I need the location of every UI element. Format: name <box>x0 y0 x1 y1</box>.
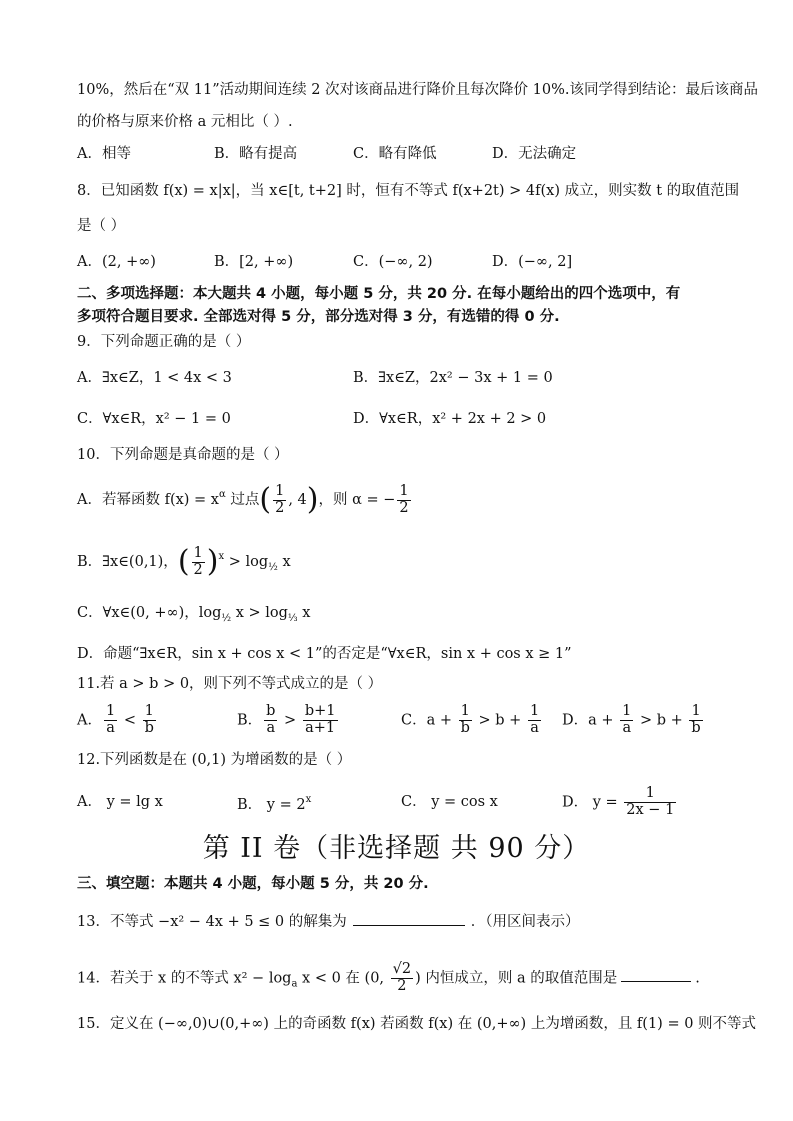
q11-option-c <box>401 704 543 737</box>
q12-b-text: B． y = 2 <box>237 797 306 813</box>
q11-d-frac2-num: 1 <box>689 704 702 721</box>
q11-a-label: A． <box>77 712 102 729</box>
q9-option-b: B．∃x∈Z，2x² − 3x + 1 = 0 <box>353 370 553 386</box>
part2-title: 第 II 卷（非选择题 共 90 分） <box>202 833 591 864</box>
q10-b-right-paren: ) <box>206 544 219 579</box>
q11-d-pre: a + <box>588 712 619 729</box>
q11-a-frac2-num: 1 <box>143 704 156 721</box>
section2-heading-line1: 二、多项选择题：本大题共 4 小题，每小题 5 分，共 20 分. 在每小题给出的四个选项中，有 <box>77 286 681 302</box>
q10-a-exponent: α <box>218 489 226 500</box>
q11-c-frac2-den: a <box>530 719 539 736</box>
q9-option-a: A．∃x∈Z，1 < 4x < 3 <box>77 370 232 386</box>
q7-option-d: D．无法确定 <box>492 146 577 162</box>
q9-stem: 9．下列命题正确的是（ ） <box>77 334 251 350</box>
q11-b-op: > <box>279 712 301 729</box>
q12-b-exponent: x <box>305 794 312 805</box>
q11-a-frac2 <box>143 704 156 737</box>
q10-a-answer-den: 2 <box>399 499 409 516</box>
q11-option-b <box>237 704 340 737</box>
q9-option-c: C．∀x∈R，x² − 1 = 0 <box>77 411 231 427</box>
q11-a-frac1 <box>104 704 117 737</box>
q12-option-b <box>237 794 311 814</box>
q8-option-c: C．(−∞, 2) <box>353 254 433 270</box>
q10-c-mid: x > log <box>231 605 288 621</box>
q12-option-d <box>562 786 678 819</box>
q14-fraction <box>391 962 413 995</box>
q7-line1: 10%，然后在“双 11”活动期间连续 2 次对该商品进行降价且每次降价 10%.该同学得到结论：最后该商品 <box>77 82 759 98</box>
q11-b-frac2-den: a+1 <box>305 719 336 736</box>
q10-option-c <box>77 605 310 625</box>
q12-option-c: C． y = cos x <box>401 794 498 810</box>
q10-a-point-num: 1 <box>275 482 285 499</box>
q10-b-left-paren: ( <box>177 544 190 579</box>
q10-b-log: > log <box>224 554 269 570</box>
section2-heading-line2: 多项符合题目要求. 全部选对得 5 分，部分选对得 3 分，有选错的得 0 分. <box>77 309 560 325</box>
q10-option-a <box>77 482 413 518</box>
q11-c-label: C． <box>401 712 427 729</box>
q11-stem: 11.若 a > b > 0，则下列不等式成立的是（ ） <box>77 676 383 692</box>
q11-a-frac1-num: 1 <box>105 703 116 719</box>
q11-c-frac1-den: b <box>460 719 470 736</box>
q15: 15．定义在 (−∞,0)∪(0,+∞) 上的奇函数 f(x) 若函数 f(x) 在 (0,+∞) 上为增函数，且 f(1) = 0 则不等式 <box>77 1016 757 1032</box>
q11-a-frac2-den: b <box>144 719 154 736</box>
q10-b-fraction <box>192 546 205 579</box>
q8-option-d: D．(−∞, 2] <box>492 254 573 270</box>
q10-c-log1: log <box>198 605 222 621</box>
q11-d-frac2-den: b <box>691 719 701 736</box>
q14-mid: x < 0 在 (0, <box>297 970 389 987</box>
q11-d-frac1-den: a <box>622 719 632 736</box>
q10-b-num: 1 <box>193 544 203 561</box>
q14-text: 14．若关于 x 的不等式 x² − log <box>77 970 292 987</box>
q11-d-frac1 <box>620 704 633 737</box>
q10-a-answer-fraction <box>397 484 410 517</box>
q8-line1: 8．已知函数 f(x) = x|x|，当 x∈[t, t+2] 时，恒有不等式 f(x+2t) > 4f(x) 成立，则实数 t 的取值范围 <box>77 183 740 199</box>
q12-d-fraction <box>624 786 676 819</box>
q7-line2: 的价格与原来价格 a 元相比（ ）. <box>77 114 293 130</box>
q9-option-d: D．∀x∈R，x² + 2x + 2 > 0 <box>353 411 547 427</box>
q10-option-d: D．命题“∃x∈R，sin x + cos x < 1”的否定是“∀x∈R，sin x + cos x ≥ 1” <box>77 646 572 662</box>
q10-a-right-paren: ) <box>306 482 319 517</box>
q11-d-frac1-num: 1 <box>622 703 632 719</box>
q14-num: √2 <box>392 961 412 977</box>
q10-a-point-tail: , 4 <box>288 492 307 508</box>
q13-answer-blank[interactable] <box>353 911 465 926</box>
q11-c-frac2 <box>528 704 541 737</box>
q11-c-frac1 <box>459 704 472 737</box>
q11-c-mid: > b + <box>473 712 526 729</box>
q11-a-op: < <box>119 712 141 729</box>
q10-c-prefix: C．∀x∈(0, +∞)， <box>77 605 199 621</box>
q10-stem: 10．下列命题是真命题的是（ ） <box>77 447 289 463</box>
q10-b-log-arg: x <box>277 554 291 570</box>
q11-b-frac1-num: b <box>266 703 276 719</box>
q12-d-pre: D． y = <box>562 794 623 811</box>
q14-post: ) 内恒成立，则 a 的取值范围是 <box>415 970 618 987</box>
q12-d-num: 1 <box>624 786 676 803</box>
q11-b-frac1 <box>264 704 277 737</box>
q10-c-arg: x <box>297 605 311 621</box>
q11-c-pre: a + <box>426 712 457 729</box>
q8-option-a: A．(2, +∞) <box>77 254 156 270</box>
q13 <box>77 911 580 931</box>
q11-b-frac1-den: a <box>266 719 276 736</box>
q7-option-b: B．略有提高 <box>214 146 298 162</box>
q10-c-log2-base: ⅓ <box>287 613 298 624</box>
q11-c-frac1-num: 1 <box>459 704 472 721</box>
q11-d-mid: > b + <box>635 712 688 729</box>
q7-option-c: C．略有降低 <box>353 146 437 162</box>
q10-option-b <box>77 544 291 580</box>
q13-text: 13．不等式 −x² − 4x + 5 ≤ 0 的解集为 <box>77 914 347 930</box>
q7-option-a: A．相等 <box>77 146 131 162</box>
q12-option-a: A． y = lg x <box>77 794 163 810</box>
q10-a-point-den: 2 <box>275 499 285 516</box>
q8-line2: 是（ ） <box>77 218 126 234</box>
q14-log-base: a <box>291 978 298 990</box>
q10-a-left-paren: ( <box>259 482 272 517</box>
q10-a-then: ，则 α = − <box>318 492 396 508</box>
section3-heading: 三、填空题：本题共 4 小题，每小题 5 分，共 20 分. <box>77 876 429 892</box>
q10-b-log-base: ½ <box>268 562 278 573</box>
q10-a-prefix: A．若幂函数 f(x) = x <box>77 492 219 508</box>
q12-d-den: 2x − 1 <box>626 801 675 818</box>
q14 <box>77 962 700 995</box>
q11-c-frac2-num: 1 <box>529 703 540 719</box>
q11-b-label: B． <box>237 712 263 729</box>
q10-b-den: 2 <box>193 561 203 578</box>
q12-stem: 12.下列函数是在 (0,1) 为增函数的是（ ） <box>77 752 352 768</box>
q10-b-prefix: B．∃x∈(0,1)， <box>77 554 178 570</box>
q8-option-b: B．[2, +∞) <box>214 254 294 270</box>
q14-answer-blank[interactable] <box>621 967 691 982</box>
q10-a-answer-num: 1 <box>399 482 409 499</box>
q11-a-frac1-den: a <box>106 719 115 736</box>
q14-end: . <box>695 970 700 987</box>
q11-b-frac2-num: b+1 <box>304 703 336 719</box>
q11-b-frac2 <box>303 704 338 737</box>
q11-d-label: D． <box>562 712 589 729</box>
q10-b-exponent: x <box>218 551 225 562</box>
q10-a-point-fraction <box>273 484 286 517</box>
q11-option-a <box>77 704 158 737</box>
q10-a-mid: 过点 <box>225 492 260 508</box>
q14-den: 2 <box>397 977 407 994</box>
q10-c-log1-base: ½ <box>221 613 232 624</box>
q11-d-frac2 <box>689 704 702 737</box>
q13-post: ．（用区间表示） <box>470 914 580 930</box>
q11-option-d <box>562 704 705 737</box>
